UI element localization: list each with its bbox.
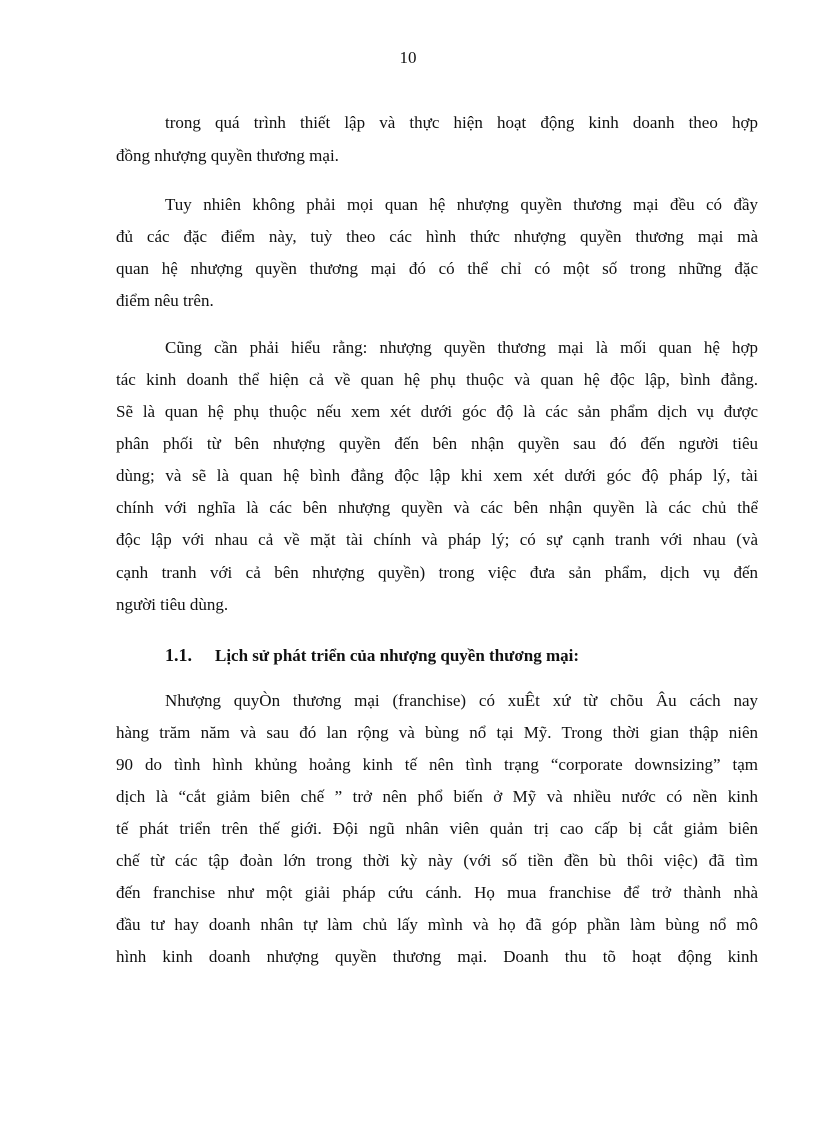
text-line: phân phối từ bên nhượng quyền đến bên nhận quyền sau đó đến người tiêu xyxy=(116,434,758,453)
text-line: hàng trăm năm và sau đó lan rộng và bùng nổ tại Mỹ. Trong thời gian thập niên xyxy=(116,723,758,742)
text-line: chính với nghĩa là các bên nhượng quyền và các bên nhận quyền là các chủ thể xyxy=(116,498,758,517)
text-line: Tuy nhiên không phải mọi quan hệ nhượng quyền thương mại đều có đầy xyxy=(165,195,758,214)
text-line: Cũng cần phải hiểu rằng: nhượng quyền thương mại là mối quan hệ hợp xyxy=(165,338,758,357)
text-line: quan hệ nhượng quyền thương mại đó có thể chỉ có một số trong những đặc xyxy=(116,259,758,278)
text-line: đủ các đặc điểm này, tuỳ theo các hình thức nhượng quyền thương mại mà xyxy=(116,227,758,246)
text-line: Sẽ là quan hệ phụ thuộc nếu xem xét dưới góc độ là các sản phẩm dịch vụ được xyxy=(116,402,758,421)
text-line: tế phát triển trên thế giới. Đội ngũ nhân viên quản trị cao cấp bị cắt giảm biên xyxy=(116,819,758,838)
section-number: 1.1. xyxy=(165,645,192,665)
section-title: Lịch sử phát triển của nhượng quyền thương mại: xyxy=(215,646,579,665)
text-line: người tiêu dùng. xyxy=(116,595,229,614)
page-number: 10 xyxy=(399,48,417,67)
text-line: trong quá trình thiết lập và thực hiện hoạt động kinh doanh theo hợp xyxy=(165,113,758,132)
text-line: 90 do tình hình khủng hoảng kinh tế nên tình trạng “corporate downsizing” tạm xyxy=(116,755,758,774)
text-line: đầu tư hay doanh nhân tự làm chủ lấy mình và họ đã góp phần làm bùng nổ mô xyxy=(116,915,758,934)
text-line: Nhượng quyÒn thương mại (franchise) có xuÊt xứ từ chõu Âu cách nay xyxy=(165,691,758,710)
text-line: điểm nêu trên. xyxy=(116,291,214,310)
text-line: tác kinh doanh thể hiện cả về quan hệ phụ thuộc và quan hệ độc lập, bình đẳng. xyxy=(116,370,758,389)
text-line: đến franchise như một giải pháp cứu cánh. Họ mua franchise để trở thành nhà xyxy=(116,883,758,902)
text-line: chế từ các tập đoàn lớn trong thời kỳ này (với số tiền đền bù thôi việc) đã tìm xyxy=(116,851,758,870)
text-line: dịch là “cắt giảm biên chế ” trở nên phổ biến ở Mỹ và nhiều nước có nền kinh xyxy=(116,787,758,806)
text-line: cạnh tranh với cả bên nhượng quyền) trong việc đưa sản phẩm, dịch vụ đến xyxy=(116,563,758,582)
text-line: hình kinh doanh nhượng quyền thương mại. Doanh thu tõ hoạt động kinh xyxy=(116,947,758,966)
text-line: độc lập với nhau cả về mặt tài chính và pháp lý; có sự cạnh tranh với nhau (và xyxy=(116,530,758,549)
section-heading xyxy=(165,645,579,666)
text-line: dùng; và sẽ là quan hệ bình đẳng độc lập khi xem xét dưới góc độ pháp lý, tài xyxy=(116,466,758,485)
text-line: đồng nhượng quyền thương mại. xyxy=(116,146,339,165)
